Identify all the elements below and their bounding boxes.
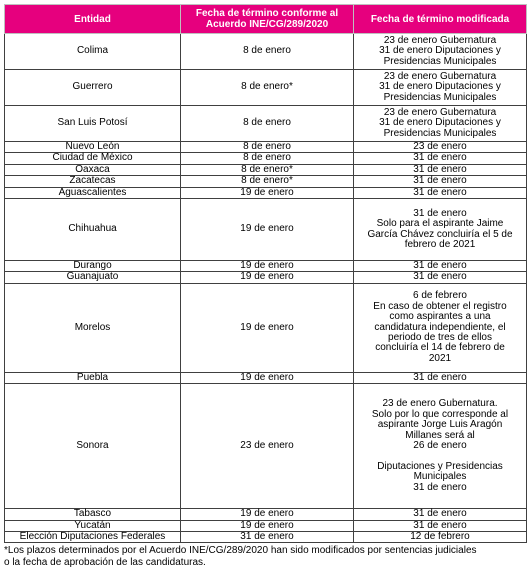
fecha-modificada-cell: 31 de enero (354, 272, 527, 283)
entidad-cell: Puebla (5, 372, 181, 383)
footnote: *Los plazos determinados por el Acuerdo INE/CG/289/2020 han sido modificados por sentencias judiciales o la fecha de aprobación de las candidaturas. (4, 545, 477, 568)
fecha-original-cell: 8 de enero (181, 34, 354, 70)
table-row (5, 34, 527, 70)
table-row (5, 509, 527, 520)
entidad-cell: San Luis Potosí (5, 106, 181, 142)
table-row (5, 164, 527, 175)
fecha-original-cell: 19 de enero (181, 272, 354, 283)
entidad-cell: Ciudad de México (5, 153, 181, 164)
table-row (5, 199, 527, 261)
schedule-table (4, 4, 527, 543)
table-row (5, 70, 527, 106)
fecha-original-cell: 8 de enero (181, 106, 354, 142)
entidad-cell: Guanajuato (5, 272, 181, 283)
fecha-original-cell: 8 de enero (181, 153, 354, 164)
table-body (5, 34, 527, 543)
table-row (5, 283, 527, 372)
entidad-cell: Aguascalientes (5, 187, 181, 198)
fecha-modificada-cell: 23 de enero (354, 142, 527, 153)
table-row (5, 272, 527, 283)
table-row (5, 372, 527, 383)
entidad-cell: Sonora (5, 384, 181, 509)
fecha-modificada-cell: 31 de enero (354, 176, 527, 187)
fecha-modificada-cell: 31 de enero (354, 164, 527, 175)
fecha-modificada-cell: 31 de enero (354, 187, 527, 198)
fecha-modificada-cell: 31 de enero (354, 509, 527, 520)
table-row (5, 153, 527, 164)
entidad-cell: Guerrero (5, 70, 181, 106)
fecha-modificada-cell: 23 de enero Gubernatura 31 de enero Diputaciones y Presidencias Municipales (354, 70, 527, 106)
fecha-original-cell: 19 de enero (181, 261, 354, 272)
fecha-modificada-cell: 31 de enero (354, 372, 527, 383)
fecha-modificada-cell: 12 de febrero (354, 532, 527, 543)
header-entidad: Entidad (5, 5, 181, 34)
entidad-cell: Yucatán (5, 520, 181, 531)
fecha-original-cell: 19 de enero (181, 283, 354, 372)
fecha-original-cell: 8 de enero (181, 142, 354, 153)
header-fecha-original: Fecha de término conforme al Acuerdo INE/CG/289/2020 (181, 5, 354, 34)
fecha-modificada-cell: 31 de enero (354, 520, 527, 531)
entidad-cell: Elección Diputaciones Federales (5, 532, 181, 543)
entidad-cell: Nuevo León (5, 142, 181, 153)
fecha-modificada-cell: 23 de enero Gubernatura 31 de enero Diputaciones y Presidencias Municipales (354, 106, 527, 142)
entidad-cell: Morelos (5, 283, 181, 372)
entidad-cell: Colima (5, 34, 181, 70)
fecha-original-cell: 8 de enero* (181, 176, 354, 187)
table-row (5, 187, 527, 198)
fecha-original-cell: 19 de enero (181, 199, 354, 261)
fecha-modificada-cell: 23 de enero Gubernatura 31 de enero Diputaciones y Presidencias Municipales (354, 34, 527, 70)
entidad-cell: Chihuahua (5, 199, 181, 261)
fecha-original-cell: 8 de enero* (181, 164, 354, 175)
table-row (5, 176, 527, 187)
table-row (5, 142, 527, 153)
fecha-modificada-cell: 31 de enero Solo para el aspirante Jaime García Chávez concluiría el 5 de febrero de 2021 (354, 199, 527, 261)
table-row (5, 261, 527, 272)
fecha-modificada-cell: 23 de enero Gubernatura. Solo por lo que corresponde al aspirante Jorge Luis Aragón Millanes será al 26 de enero Diputaciones y Presidencias Municipales 31 de enero (354, 384, 527, 509)
fecha-original-cell: 31 de enero (181, 532, 354, 543)
table-row (5, 520, 527, 531)
fecha-original-cell: 19 de enero (181, 509, 354, 520)
fecha-original-cell: 23 de enero (181, 384, 354, 509)
entidad-cell: Durango (5, 261, 181, 272)
table-row (5, 106, 527, 142)
entidad-cell: Tabasco (5, 509, 181, 520)
fecha-original-cell: 19 de enero (181, 520, 354, 531)
fecha-original-cell: 8 de enero* (181, 70, 354, 106)
fecha-original-cell: 19 de enero (181, 372, 354, 383)
fecha-modificada-cell: 31 de enero (354, 153, 527, 164)
table-row (5, 384, 527, 509)
header-fecha-modificada: Fecha de término modificada (354, 5, 527, 34)
entidad-cell: Zacatecas (5, 176, 181, 187)
fecha-modificada-cell: 6 de febrero En caso de obtener el registro como aspirantes a una candidatura independiente, el periodo de tres de ellos concluiría el 14 de febrero de 2021 (354, 283, 527, 372)
fecha-modificada-cell: 31 de enero (354, 261, 527, 272)
table-row (5, 532, 527, 543)
schedule-table-container (4, 4, 526, 543)
fecha-original-cell: 19 de enero (181, 187, 354, 198)
table-header-row (5, 5, 527, 34)
entidad-cell: Oaxaca (5, 164, 181, 175)
